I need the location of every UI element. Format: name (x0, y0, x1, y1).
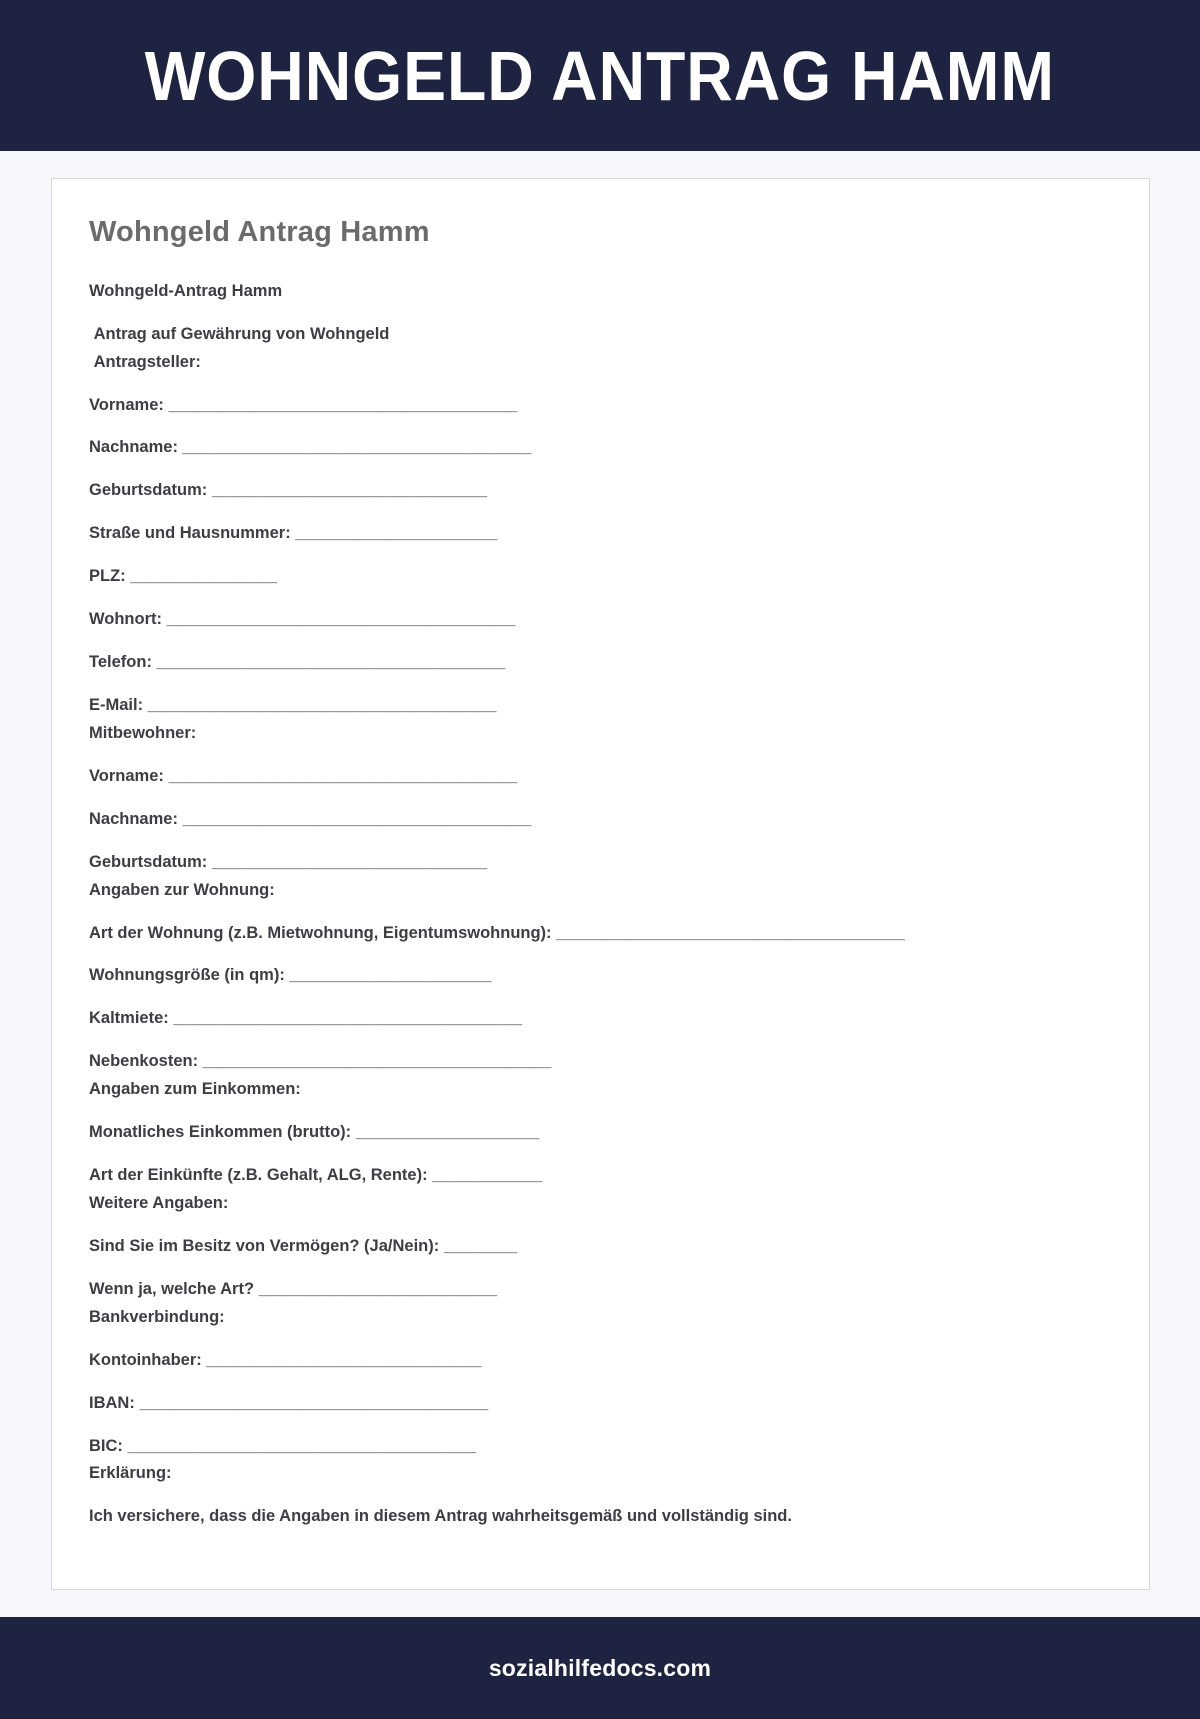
document-line-field: Nebenkosten: ______________________________________ (89, 1052, 552, 1071)
document-line-field: Vorname: ______________________________________ (89, 395, 518, 414)
page-header-title: WOHNGELD ANTRAG HAMM (144, 36, 1056, 115)
document-line-field: Wenn ja, welche Art? __________________________ (89, 1279, 498, 1298)
document-line-field: Nachname: ______________________________________ (89, 438, 532, 457)
footer-site-name: sozialhilfedocs.com (488, 1654, 712, 1681)
document-line-field: Kaltmiete: ______________________________________ (89, 1009, 523, 1028)
document-line-field: Telefon: ______________________________________ (89, 653, 506, 672)
document-line-section: Angaben zur Wohnung: (89, 880, 275, 899)
document-line-heading: Wohngeld-Antrag Hamm (89, 281, 283, 300)
document-line-field: Art der Einkünfte (z.B. Gehalt, ALG, Rente): ____________ (89, 1166, 543, 1185)
document-line-field: Vorname: ______________________________________ (89, 766, 518, 785)
document-line-statement: Ich versichere, dass die Angaben in diesem Antrag wahrheitsgemäß und vollständig sind. (89, 1507, 792, 1526)
document-line-field: Wohnort: ______________________________________ (89, 610, 516, 629)
document-title: Wohngeld Antrag Hamm (89, 216, 430, 248)
document-line-field: Nachname: ______________________________________ (89, 809, 532, 828)
document-line-field: E-Mail: ______________________________________ (89, 696, 497, 715)
document-line-field: PLZ: ________________ (89, 567, 278, 586)
document-line-field: Wohnungsgröße (in qm): ______________________ (89, 966, 492, 985)
page-body (0, 151, 1200, 1617)
document-line-section: Bankverbindung: (89, 1307, 225, 1326)
document-text-body (89, 280, 1109, 1530)
page-header-banner (0, 0, 1200, 151)
document-line-field: IBAN: ______________________________________ (89, 1393, 489, 1412)
document-line-section: Angaben zum Einkommen: (89, 1080, 301, 1099)
document-line-field: Monatliches Einkommen (brutto): ____________________ (89, 1123, 540, 1142)
document-line-field: Geburtsdatum: ______________________________ (89, 481, 488, 500)
document-line-field: Straße und Hausnummer: ______________________ (89, 524, 498, 543)
document-line-section: Antragsteller: (89, 352, 201, 371)
document-line-section: Mitbewohner: (89, 723, 197, 742)
document-line-field: Geburtsdatum: ______________________________ (89, 852, 488, 871)
document-card (51, 178, 1150, 1590)
document-line-field: Art der Wohnung (z.B. Mietwohnung, Eigentumswohnung): ______________________________________ (89, 923, 905, 942)
document-line-section: Weitere Angaben: (89, 1194, 229, 1212)
document-line-section: Erklärung: (89, 1464, 172, 1483)
document-line-field: BIC: ______________________________________ (89, 1436, 477, 1455)
document-line-field: Kontoinhaber: ______________________________ (89, 1350, 482, 1369)
document-line-field: Sind Sie im Besitz von Vermögen? (Ja/Nein): ________ (89, 1236, 518, 1255)
page-footer-banner (0, 1617, 1200, 1719)
document-line-subheading: Antrag auf Gewährung von Wohngeld (89, 324, 390, 343)
